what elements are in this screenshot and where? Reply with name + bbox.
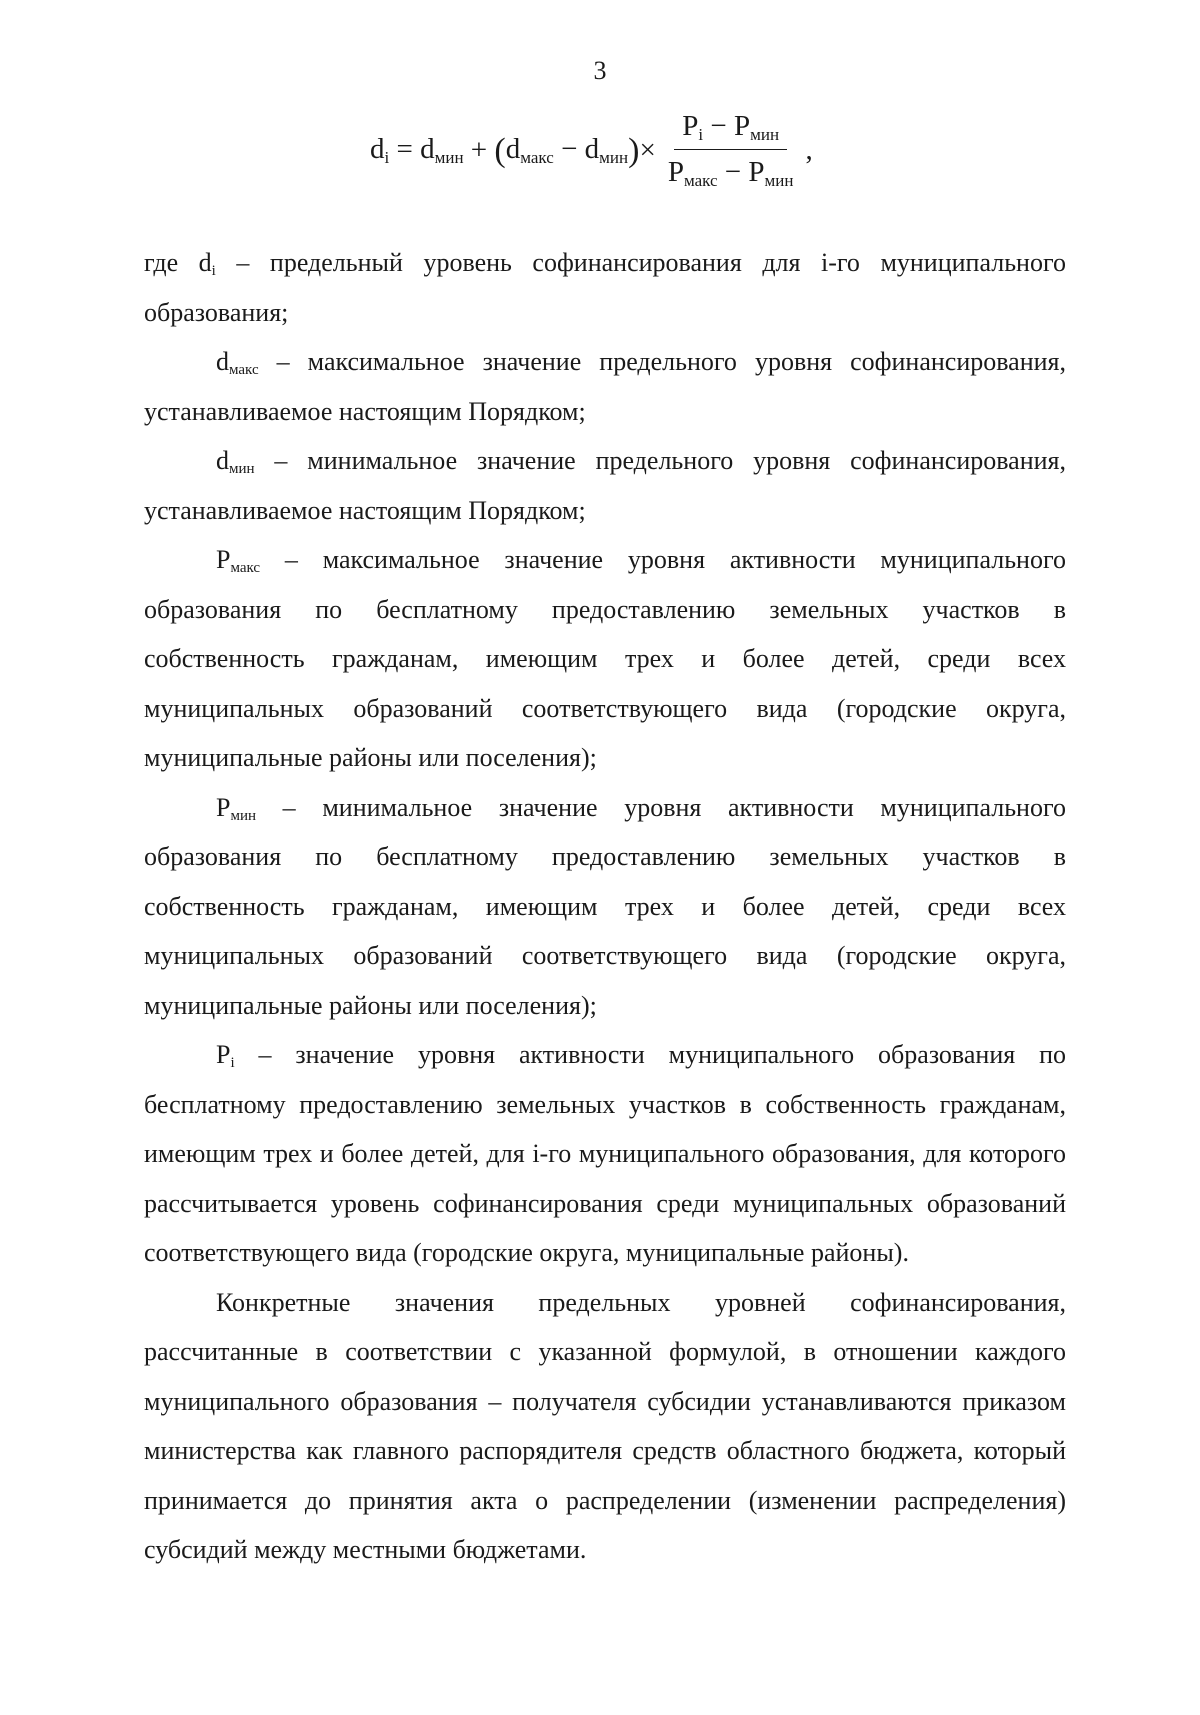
fraction-numerator: $P_i - P_{мин}$ [674, 110, 787, 150]
formula-paren-close: ) [628, 131, 640, 169]
definition-dmin: $d_{мин}$ – минимальное значение предельного уровня софинансирования, устанавливаемое настоящим Порядком; [144, 446, 1066, 525]
definition-pmin: $P_{мин}$ – минимальное значение уровня активности муниципального образования по бесплатному предоставлению земельных участков в собственность гражданам, имеющим трех и более детей, среди всех муниципальных образований соответствующего вида (городские округа, муниципальные районы или поселения); [144, 792, 1066, 1020]
page-number: 3 [593, 56, 607, 85]
cofinancing-formula [370, 110, 813, 191]
document-body [144, 238, 1066, 1575]
formula-minus-dmin: − $d_{мин}$ [553, 133, 629, 167]
formula-times: × [639, 134, 656, 166]
formula-dmin: = $d_{мин}$ [389, 133, 464, 167]
definition-dmax: $d_{макс}$ – максимальное значение предельного уровня софинансирования, устанавливаемое настоящим Порядком; [144, 347, 1066, 426]
definition-pmax: $P_{макс}$ – максимальное значение уровня активности муниципального образования по бесплатному предоставлению земельных участков в собственность гражданам, имеющим трех и более детей, среди всех муниципальных образований соответствующего вида (городские округа, муниципальные районы или поселения); [144, 545, 1066, 772]
concluding-paragraph: Конкретные значения предельных уровней софинансирования, рассчитанные в соответствии с указанной формулой, в отношении каждого муниципального образования – получателя субсидии устанавливаются приказом министерства как главного распорядителя средств областного бюджета, который принимается до принятия акта о распределении (изменении распределения) субсидий между местными бюджетами. [144, 1287, 1066, 1564]
formula-comma: , [805, 134, 813, 166]
formula-dmax: $d_{макс}$ [505, 133, 554, 167]
definition-di: где $d_i$ – предельный уровень софинансирования для i-го муниципального образования; [144, 248, 1066, 327]
definition-pi: $P_i$ – значение уровня активности муниципального образования по бесплатному предоставлению земельных участков в собственность гражданам, имеющим трех и более детей, для i-го муниципального образования, для которого рассчитывается уровень софинансирования среди муниципальных образований соответствующего вида (городские округа, муниципальные районы). [144, 1040, 1066, 1267]
formula-fraction [660, 110, 802, 191]
formula-lhs: $d_i$ [370, 133, 390, 167]
formula-paren-open: ( [494, 131, 506, 169]
formula-plus: + [463, 134, 495, 166]
fraction-denominator: $P_{макс} - P_{мин}$ [667, 156, 794, 190]
